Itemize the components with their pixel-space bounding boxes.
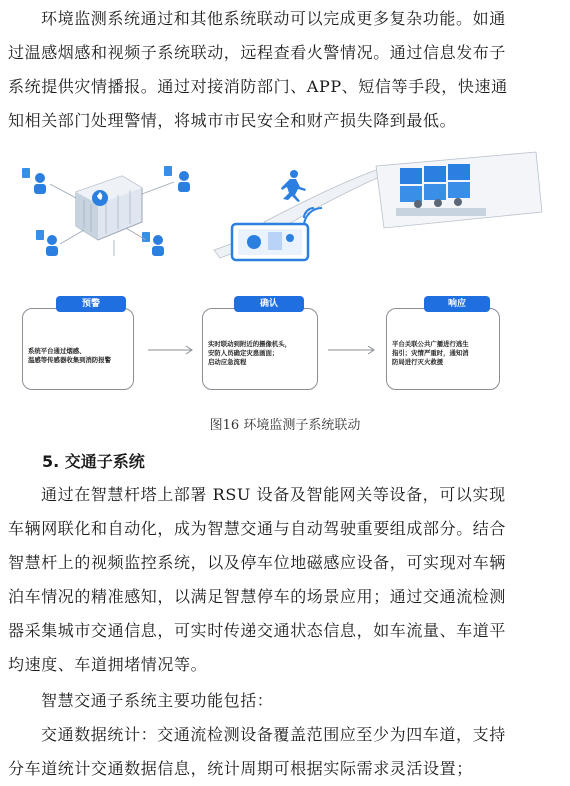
guard-icon-bottomright xyxy=(142,232,164,256)
step-label-confirm: 确认 xyxy=(234,296,304,312)
running-person-icon xyxy=(281,170,306,202)
traffic-paragraph xyxy=(8,478,564,682)
step-text-warning: 系统平台通过烟感、 温感等传感器收集到消防报警 xyxy=(28,347,112,364)
wifi-signal-icon xyxy=(304,208,322,226)
text-line: 环境监测系统通过和其他系统联动可以完成更多复杂功能。如通 xyxy=(41,9,506,28)
text-line: 过温感烟感和视频子系统联动，远程查看火警情况。通过信息发布子 xyxy=(8,43,507,62)
section-heading: 5. 交通子系统 xyxy=(42,452,145,471)
step-label-response: 响应 xyxy=(424,296,490,312)
tablet-app-icon xyxy=(232,224,308,260)
text-line: 分车道统计交通数据信息，统计周期可根据实际需求灵活设置； xyxy=(8,759,473,778)
guard-icon-topleft xyxy=(22,168,46,194)
building-icon xyxy=(76,176,142,240)
text-line: 智慧杆上的视频监控系统，以及停车位地磁感应设备，可实现对车辆 xyxy=(8,553,507,572)
figure-caption: 图16 环境监测子系统联动 xyxy=(209,418,361,433)
step-text-confirm: 实时联动到附近的摄像机头， 安防人员确定灾患画面； 启动应急流程 xyxy=(208,340,292,366)
step-label-warning: 预警 xyxy=(56,296,126,312)
text-line: 知相关部门处理警情，将城市市民安全和财产损失降到最低。 xyxy=(8,111,457,130)
guard-icon-topright xyxy=(164,166,190,192)
text-line: 系统提供灾情播报。通过对接消防部门、APP、短信等手段，快速通 xyxy=(8,77,508,96)
text-line: 器采集城市交通信息，可实时传递交通状态信息，如车流量、车道平 xyxy=(8,621,507,640)
guard-icon-bottomleft xyxy=(36,230,58,256)
step-text-response: 平台关联公共广播进行逃生 指引；灾情严重时，通知消 防局进行灭火救援 xyxy=(392,340,469,366)
text-line: 交通数据统计：交通流检测设备覆盖范围应至少为四车道，支持 xyxy=(41,725,506,744)
linkage-figure xyxy=(14,148,560,408)
monitoring-room xyxy=(376,152,542,228)
intro-paragraph xyxy=(8,2,564,138)
text-line: 通过在智慧杆塔上部署 RSU 设备及智能网关等设备，可以实现 xyxy=(41,485,506,504)
traffic-stats-paragraph xyxy=(8,718,564,786)
text-line: 泊车情况的精准感知，以满足智慧停车的场景应用；通过交通流检测 xyxy=(8,587,507,606)
functions-intro xyxy=(8,684,564,718)
text-line: 均速度、车道拥堵情况等。 xyxy=(8,655,208,674)
text-line: 智慧交通子系统主要功能包括： xyxy=(41,691,274,710)
text-line: 车辆网联化和自动化，成为智慧交通与自动驾驶重要组成部分。结合 xyxy=(8,519,507,538)
